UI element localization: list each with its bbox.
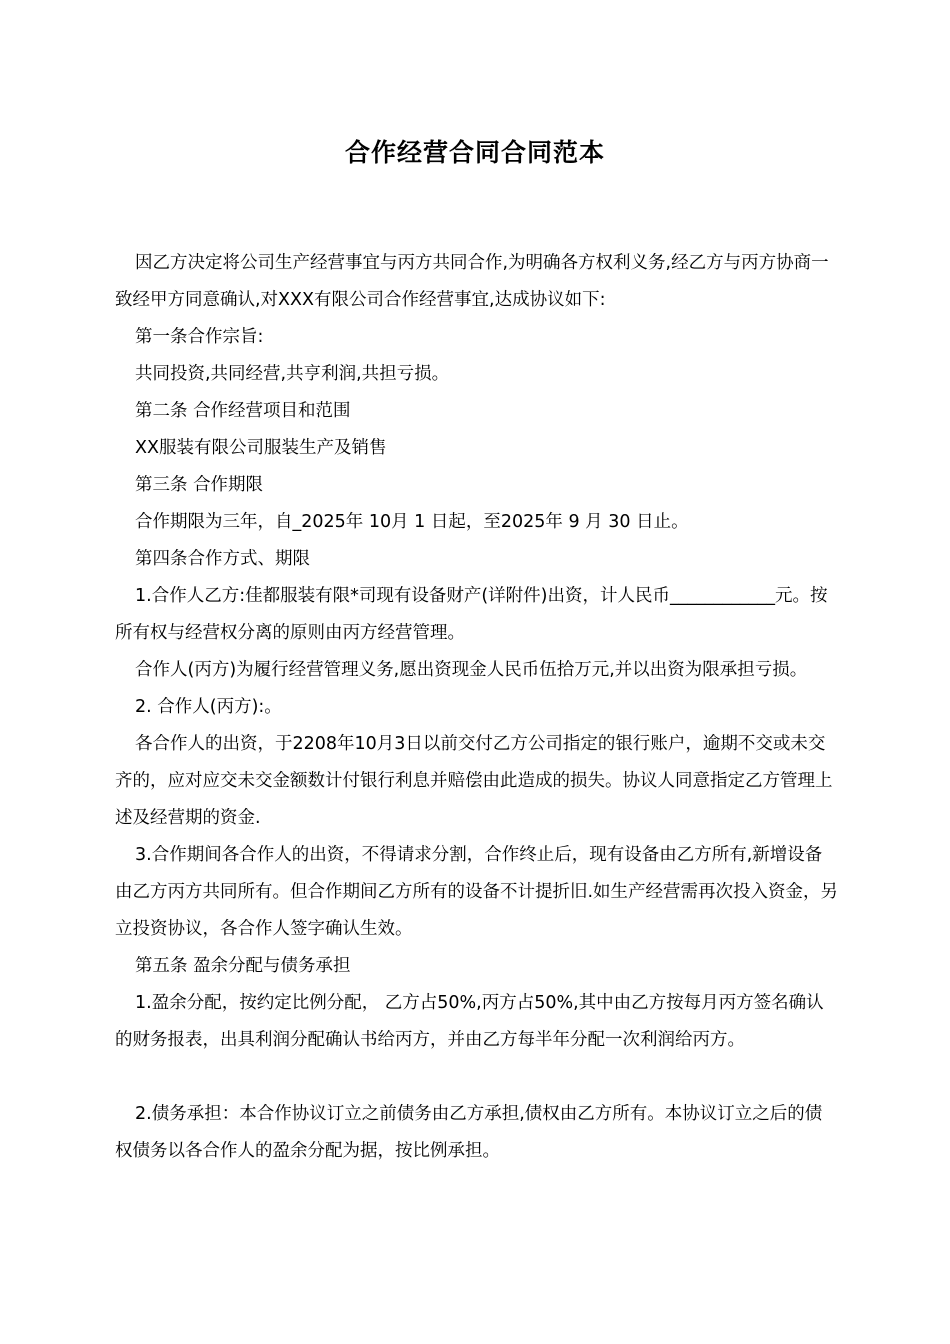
article-4-heading: 第四条合作方式、期限 xyxy=(135,549,310,569)
article-5-heading: 第五条 盈余分配与债务承担 xyxy=(135,956,351,976)
article-2-heading: 第二条 合作经营项目和范围 xyxy=(135,401,351,421)
article-1-heading: 第一条合作宗旨: xyxy=(135,327,264,347)
article-5-item-2: 2.债务承担：本合作协议订立之前债务由乙方承担,债权由乙方所有。本协议订立之后的债权债务以各合作人的盈余分配为据，按比例承担。 xyxy=(115,1104,823,1161)
article-3-heading: 第三条 合作期限 xyxy=(135,475,264,495)
article-2-text: XX服装有限公司服装生产及销售 xyxy=(135,438,387,458)
article-4-item-3: 3.合作期间各合作人的出资，不得请求分割，合作终止后，现有设备由乙方所有,新增设备由乙方丙方共同所有。但合作期间乙方所有的设备不计提折旧.如生产经营需再次投入资金，另立投资协议，各合作人签字确认生效。 xyxy=(115,845,839,939)
paragraph-gap xyxy=(115,1059,839,1096)
article-4-item-1-cont: 合作人(丙方)为履行经营管理义务,愿出资现金人民币伍拾万元,并以出资为限承担亏损。 xyxy=(135,660,808,680)
article-4-item-2-text: 各合作人的出资，于2208年10月3日以前交付乙方公司指定的银行账户，逾期不交或未交齐的，应对应交未交金额数计付银行利息并赔偿由此造成的损失。协议人同意指定乙方管理上述及经营期的资金. xyxy=(115,734,833,828)
article-3-text: 合作期限为三年，自_2025年 10月 1 日起，至2025年 9 月 30 日止。 xyxy=(135,512,689,532)
intro-paragraph: 因乙方决定将公司生产经营事宜与丙方共同合作,为明确各方权利义务,经乙方与丙方协商一致经甲方同意确认,对XXX有限公司合作经营事宜,达成协议如下: xyxy=(115,253,829,310)
document-title: 合作经营合同合同范本 xyxy=(344,138,605,167)
article-4-item-2: 2. 合作人(丙方):。 xyxy=(135,697,282,717)
article-1-text: 共同投资,共同经营,共亨利润,共担亏损。 xyxy=(135,364,450,384)
document-body xyxy=(115,245,839,1170)
article-4-item-1: 1.合作人乙方:佳都服装有限*司现有设备财产(详附件)出资，计人民币____________元。按所有权与经营权分离的原则由丙方经营管理。 xyxy=(115,586,828,643)
article-5-item-1: 1.盈余分配，按约定比例分配， 乙方占50%,丙方占50%,其中由乙方按每月丙方签名确认的财务报表，出具利润分配确认书给丙方，并由乙方每半年分配一次利润给丙方。 xyxy=(115,993,824,1050)
